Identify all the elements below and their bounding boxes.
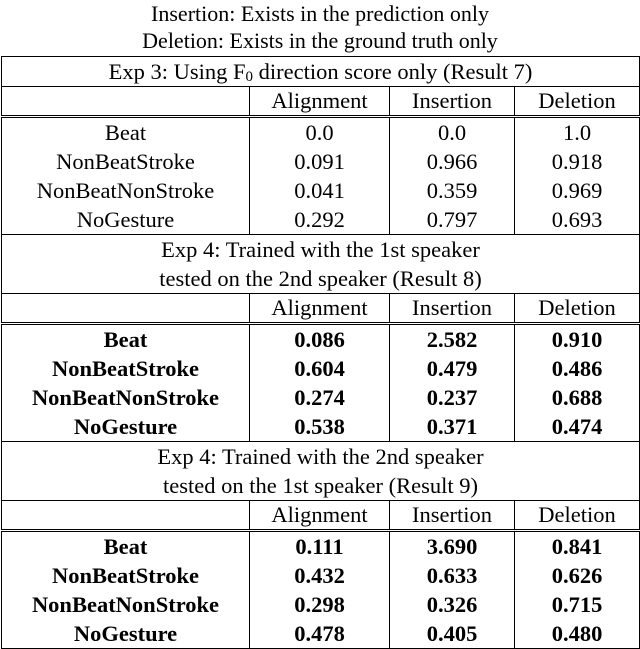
exp3-title-sub: 0: [245, 69, 254, 85]
exp4b-title-line2: tested on the 1st speaker (Result 9): [163, 473, 478, 498]
exp4a-title-row: [2, 235, 640, 294]
table-row: [2, 383, 640, 412]
table-row: [2, 590, 640, 619]
exp3-title-row: [2, 57, 640, 87]
results-table: [1, 56, 640, 649]
insertion-value: 0.405: [390, 619, 515, 649]
insertion-value: 0.326: [390, 590, 515, 619]
deletion-value: 0.688: [515, 383, 640, 412]
alignment-value: 0.091: [250, 147, 390, 176]
insertion-value: 0.633: [390, 561, 515, 590]
alignment-value: 0.0: [250, 117, 390, 148]
alignment-value: 0.538: [250, 412, 390, 442]
row-label: NonBeatStroke: [2, 354, 250, 383]
deletion-value: 1.0: [515, 117, 640, 148]
insertion-value: 2.582: [390, 324, 515, 355]
table-caption: [0, 0, 640, 56]
header-alignment: Alignment: [250, 294, 390, 324]
insertion-value: 0.0: [390, 117, 515, 148]
header-empty: [2, 87, 250, 117]
row-label: Beat: [2, 531, 250, 562]
row-label: NonBeatNonStroke: [2, 176, 250, 205]
alignment-value: 0.111: [250, 531, 390, 562]
table-row: [2, 619, 640, 649]
header-alignment: Alignment: [250, 87, 390, 117]
row-label: Beat: [2, 324, 250, 355]
insertion-value: 3.690: [390, 531, 515, 562]
deletion-value: 0.918: [515, 147, 640, 176]
row-label: NoGesture: [2, 619, 250, 649]
deletion-value: 0.715: [515, 590, 640, 619]
insertion-value: 0.966: [390, 147, 515, 176]
exp3-title-post: direction score only (Result 7): [253, 59, 533, 84]
table-row: [2, 147, 640, 176]
header-empty: [2, 294, 250, 324]
header-insertion: Insertion: [390, 501, 515, 531]
header-deletion: Deletion: [515, 294, 640, 324]
alignment-value: 0.478: [250, 619, 390, 649]
insertion-value: 0.797: [390, 205, 515, 235]
deletion-value: 0.480: [515, 619, 640, 649]
row-label: Beat: [2, 117, 250, 148]
row-label: NonBeatNonStroke: [2, 383, 250, 412]
table-row: [2, 561, 640, 590]
header-insertion: Insertion: [390, 294, 515, 324]
insertion-value: 0.479: [390, 354, 515, 383]
table-row: [2, 412, 640, 442]
insertion-value: 0.371: [390, 412, 515, 442]
header-alignment: Alignment: [250, 501, 390, 531]
alignment-value: 0.604: [250, 354, 390, 383]
insertion-value: 0.237: [390, 383, 515, 412]
deletion-value: 0.486: [515, 354, 640, 383]
deletion-value: 0.910: [515, 324, 640, 355]
row-label: NonBeatNonStroke: [2, 590, 250, 619]
exp4b-title-row: [2, 442, 640, 501]
alignment-value: 0.086: [250, 324, 390, 355]
header-empty: [2, 501, 250, 531]
table-row: [2, 324, 640, 355]
row-label: NoGesture: [2, 412, 250, 442]
exp3-header-row: [2, 87, 640, 117]
header-deletion: Deletion: [515, 87, 640, 117]
row-label: NonBeatStroke: [2, 147, 250, 176]
row-label: NonBeatStroke: [2, 561, 250, 590]
deletion-value: 0.626: [515, 561, 640, 590]
deletion-value: 0.474: [515, 412, 640, 442]
exp4a-header-row: [2, 294, 640, 324]
table-row: [2, 176, 640, 205]
caption-deletion-definition: Deletion: Exists in the ground truth only: [142, 28, 498, 53]
header-insertion: Insertion: [390, 87, 515, 117]
caption-insertion-definition: Insertion: Exists in the prediction only: [151, 1, 489, 26]
exp4a-title: [2, 235, 640, 294]
row-label: NoGesture: [2, 205, 250, 235]
deletion-value: 0.693: [515, 205, 640, 235]
insertion-value: 0.359: [390, 176, 515, 205]
alignment-value: 0.432: [250, 561, 390, 590]
exp4a-title-line2: tested on the 2nd speaker (Result 8): [159, 266, 482, 291]
deletion-value: 0.969: [515, 176, 640, 205]
alignment-value: 0.274: [250, 383, 390, 412]
exp3-title-pre: Exp 3: Using F: [108, 59, 246, 84]
alignment-value: 0.041: [250, 176, 390, 205]
table-row: [2, 117, 640, 148]
table-row: [2, 354, 640, 383]
table-row: [2, 205, 640, 235]
alignment-value: 0.298: [250, 590, 390, 619]
exp4b-title: [2, 442, 640, 501]
header-deletion: Deletion: [515, 501, 640, 531]
table-row: [2, 531, 640, 562]
deletion-value: 0.841: [515, 531, 640, 562]
exp4b-header-row: [2, 501, 640, 531]
exp4a-title-line1: Exp 4: Trained with the 1st speaker: [161, 237, 480, 262]
alignment-value: 0.292: [250, 205, 390, 235]
exp4b-title-line1: Exp 4: Trained with the 2nd speaker: [157, 444, 484, 469]
exp3-title: [2, 57, 640, 87]
